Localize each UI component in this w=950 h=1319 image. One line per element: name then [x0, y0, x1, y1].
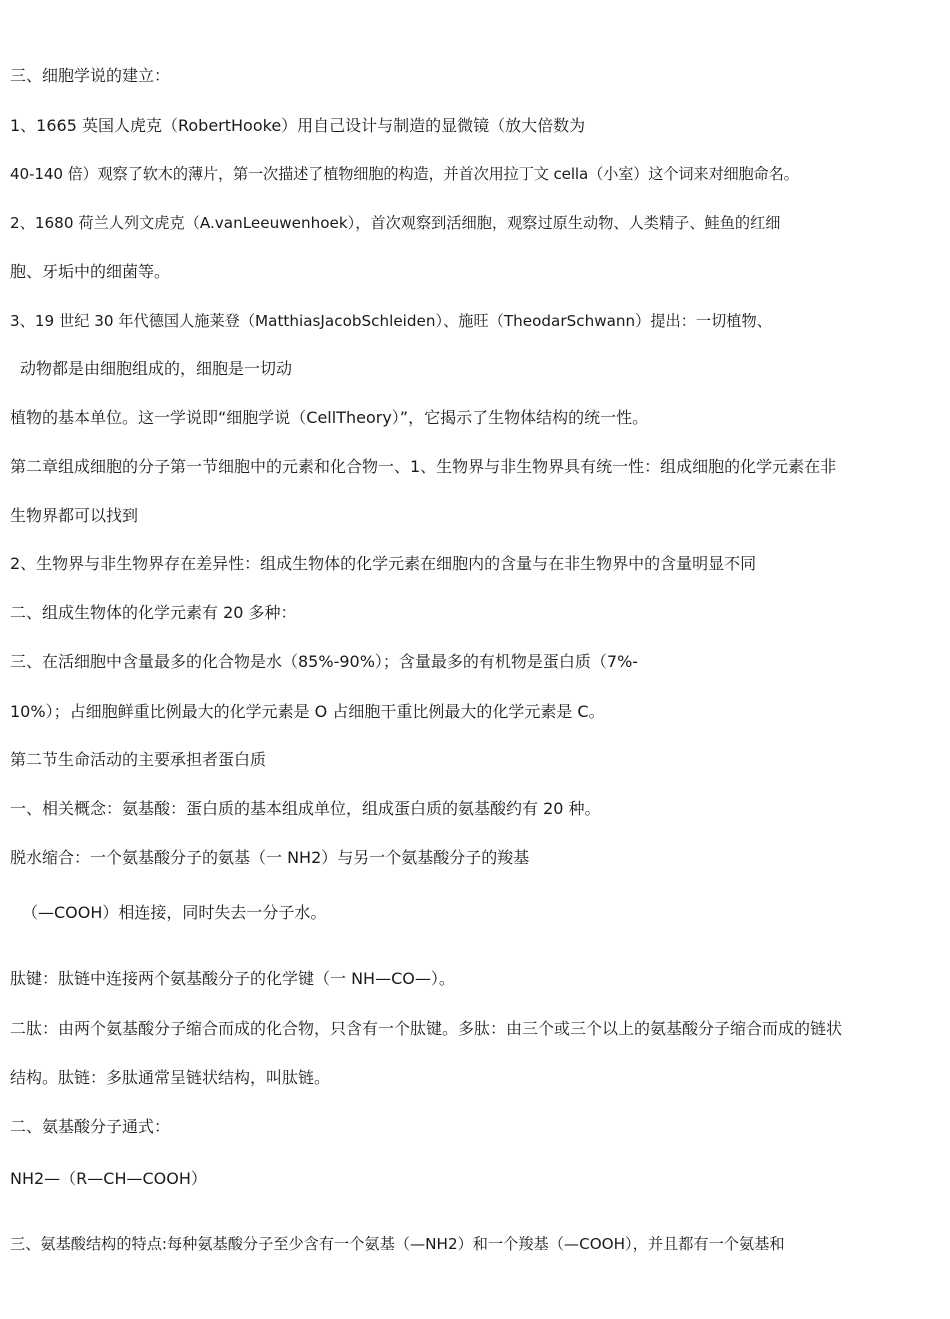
paragraph-line: （—COOH）相连接，同时失去一分子水。: [22, 903, 327, 922]
paragraph-line: 3、19 世纪 30 年代德国人施莱登（MatthiasJacobSchleiden）、施旺（TheodarSchwann）提出：一切植物、: [10, 312, 772, 330]
paragraph-line: 二、氨基酸分子通式：: [10, 1117, 171, 1136]
paragraph-line: 一、相关概念：氨基酸：蛋白质的基本组成单位，组成蛋白质的氨基酸约有 20 种。: [10, 799, 601, 818]
section-heading-cell-theory: 三、细胞学说的建立：: [10, 66, 171, 85]
formula-line: NH2—（R—CH—COOH）: [10, 1169, 207, 1188]
paragraph-line: 10%）；占细胞鲜重比例最大的化学元素是 O 占细胞干重比例最大的化学元素是 C。: [10, 702, 605, 721]
paragraph-line: 2、生物界与非生物界存在差异性：组成生物体的化学元素在细胞内的含量与在非生物界中的含量明显不同: [10, 554, 757, 573]
paragraph-line: 脱水缩合：一个氨基酸分子的氨基（一 NH2）与另一个氨基酸分子的羧基: [10, 848, 530, 867]
section-heading-protein: 第二节生命活动的主要承担者蛋白质: [10, 750, 267, 769]
paragraph-line: 结构。肽链：多肽通常呈链状结构，叫肽链。: [10, 1068, 331, 1087]
paragraph-line: 三、氨基酸结构的特点:每种氨基酸分子至少含有一个氨基（—NH2）和一个羧基（—COOH），并且都有一个氨基和: [10, 1235, 785, 1253]
paragraph-line: 二肽：由两个氨基酸分子缩合而成的化合物，只含有一个肽键。多肽：由三个或三个以上的氨基酸分子缩合而成的链状: [10, 1019, 843, 1038]
paragraph-line: 肽键：肽链中连接两个氨基酸分子的化学键（一 NH—CO—）。: [10, 969, 455, 988]
chapter-heading: 第二章组成细胞的分子第一节细胞中的元素和化合物一、1、生物界与非生物界具有统一性：组成细胞的化学元素在非: [10, 457, 837, 476]
paragraph-line: 胞、牙垢中的细菌等。: [10, 262, 171, 281]
paragraph-line: 1、1665 英国人虎克（RobertHooke）用自己设计与制造的显微镜（放大倍数为: [10, 116, 586, 135]
paragraph-line: 三、在活细胞中含量最多的化合物是水（85%-90%）；含量最多的有机物是蛋白质（7%-: [10, 652, 639, 671]
paragraph-line: 二、组成生物体的化学元素有 20 多种：: [10, 603, 297, 622]
paragraph-line: 动物都是由细胞组成的，细胞是一切动: [20, 359, 293, 378]
paragraph-line: 40-140 倍）观察了软木的薄片，第一次描述了植物细胞的构造，并首次用拉丁文 cella（小室）这个词来对细胞命名。: [10, 165, 799, 183]
paragraph-line: 植物的基本单位。这一学说即“细胞学说（CellTheory）”，它揭示了生物体结构的统一性。: [10, 408, 649, 427]
paragraph-line: 2、1680 荷兰人列文虎克（A.vanLeeuwenhoek），首次观察到活细胞，观察过原生动物、人类精子、鲑鱼的红细: [10, 214, 781, 232]
paragraph-line: 生物界都可以找到: [10, 506, 139, 525]
